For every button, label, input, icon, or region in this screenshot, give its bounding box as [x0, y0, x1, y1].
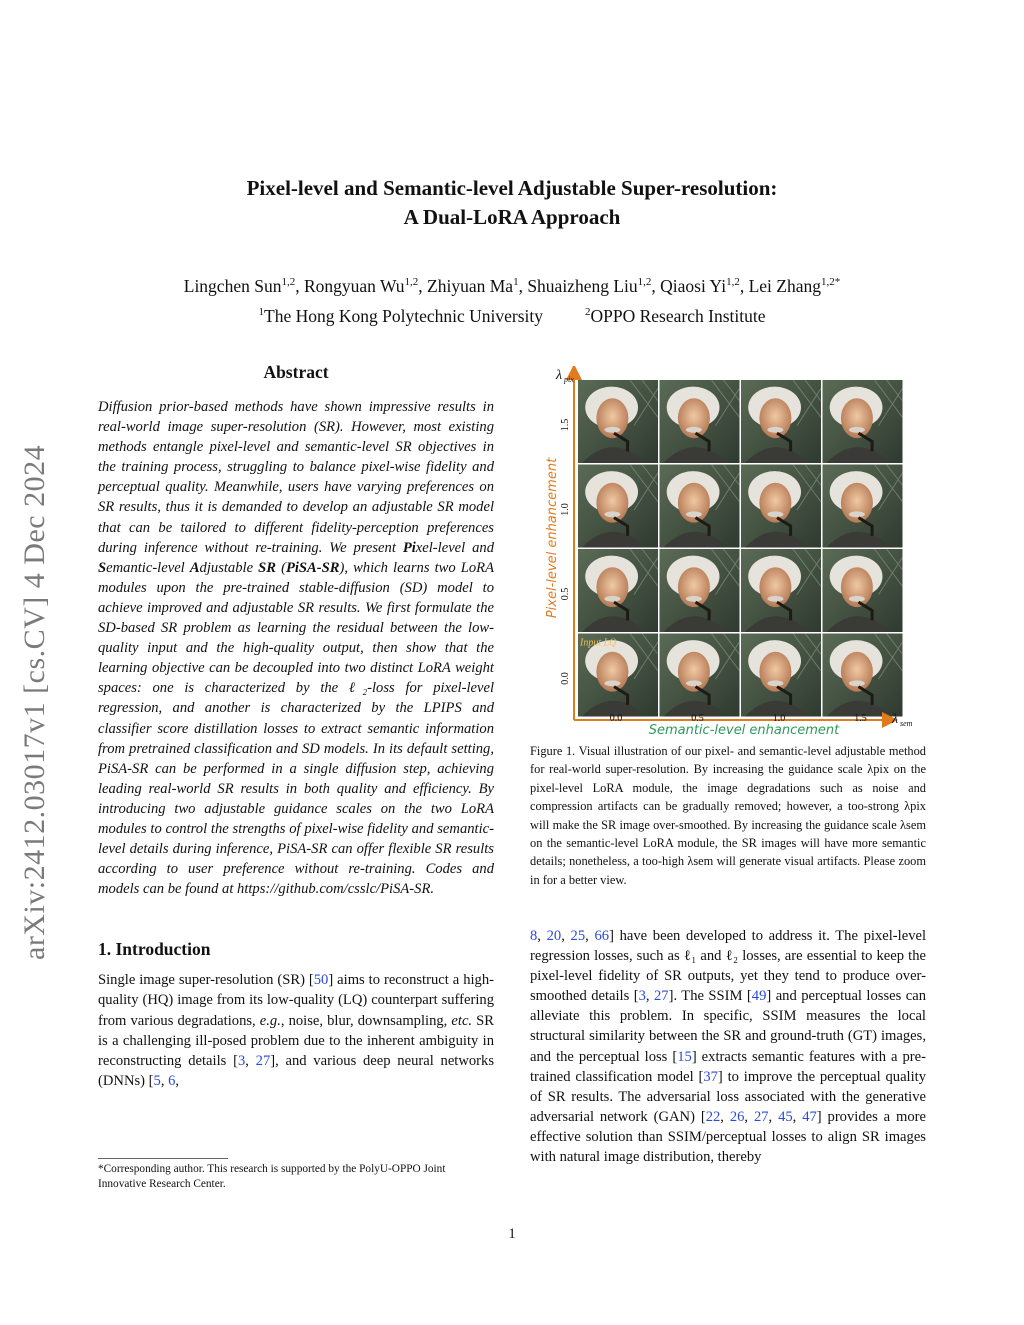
- citation-link[interactable]: 45: [778, 1108, 793, 1125]
- y-axis-symbol-sub: pix: [564, 375, 574, 384]
- x-tick-label: 1.5: [854, 713, 867, 724]
- portrait-thumbnail: [823, 634, 903, 717]
- citation-link[interactable]: 20: [546, 928, 562, 944]
- author-block: [0, 270, 1024, 328]
- y-tick-label: 0.5: [560, 587, 571, 601]
- y-tick-label: 0.0: [560, 672, 571, 685]
- portrait-thumbnail: [741, 380, 821, 463]
- affiliation-sup: 1: [258, 305, 265, 318]
- portrait-thumbnail: [823, 549, 903, 632]
- portrait-thumbnail: [660, 465, 740, 548]
- page-number: 1: [508, 1226, 516, 1242]
- y-axis-label: Pixel-level enhancement: [545, 457, 560, 619]
- portrait-thumbnail: [741, 634, 821, 717]
- affiliations: [0, 300, 1024, 328]
- y-tick-label: 1.5: [560, 418, 571, 432]
- portrait-thumbnail: [823, 465, 903, 548]
- footnote-divider: [98, 1158, 228, 1159]
- x-tick-label: 1.0: [772, 713, 786, 724]
- affiliation-name: OPPO Research Institute: [590, 305, 766, 326]
- x-axis-label: Semantic-level enhancement: [648, 723, 840, 736]
- author-name: Rongyuan Wu: [303, 275, 405, 296]
- author-sup: 1,2: [726, 276, 740, 288]
- citation-link[interactable]: 5: [153, 1072, 161, 1089]
- citation-link[interactable]: 37: [703, 1068, 718, 1085]
- author-sup: 1,2: [404, 276, 419, 288]
- y-axis-symbol: λ: [556, 368, 563, 383]
- portrait-thumbnail: [660, 549, 740, 632]
- arxiv-identifier-stamp: arXiv:2412.03017v1 [cs.CV] 4 Dec 2024: [18, 444, 51, 960]
- citation-link[interactable]: 27: [654, 988, 669, 1005]
- portrait-thumbnail: [578, 549, 658, 632]
- x-axis-symbol: λ: [892, 712, 899, 727]
- title-line-1: Pixel-level and Semantic-level Adjustable Super-resolution:: [246, 176, 778, 200]
- portrait-thumbnail: [578, 465, 658, 548]
- affiliation-name: The Hong Kong Polytechnic University: [264, 305, 543, 326]
- paper-title: [0, 174, 1024, 232]
- portrait-thumbnail: [660, 380, 740, 463]
- x-tick-label: 0.0: [609, 713, 623, 724]
- footnote: *Corresponding author. This research is supported by the PolyU-OPPO Joint Innovative Research Center.: [98, 1163, 446, 1190]
- affiliation-sup: 2: [585, 305, 591, 318]
- citation-link[interactable]: 26: [729, 1108, 745, 1125]
- citation-link[interactable]: 6: [168, 1072, 176, 1089]
- portrait-thumbnail: [823, 380, 903, 463]
- x-axis-symbol-sub: sem: [900, 719, 913, 728]
- x-tick-label: 0.5: [691, 713, 704, 724]
- citation-link[interactable]: 66: [594, 928, 610, 944]
- author-sup: 1,2: [637, 276, 652, 288]
- author-list: Lingchen Sun$^{1,2}$, Rongyuan Wu$^{1,2}$, Zhiyuan Ma$^1$, Shuaizheng Liu$^{1,2}$, Qiaosi Yi$^{1,2}$, Lei Zhang$^{1,2*}$: [183, 275, 841, 296]
- citation-link[interactable]: 49: [751, 988, 767, 1005]
- introduction-heading: 1. Introduction: [98, 939, 211, 960]
- y-tick-label: 1.0: [560, 503, 571, 516]
- author-sup: 1,2: [281, 276, 296, 288]
- author-sup: 1,2*: [821, 276, 841, 288]
- abstract-heading: Abstract: [263, 362, 329, 382]
- figure-caption: Figure 1. Visual illustration of our pixel- and semantic-level adjustable method for real-world super-resolution. By increasing the guidance scale λpix on the pixel-level LoRA module, the image degradations such as noise and compression artifacts can be gradually removed; however, a too-strong λpix will make the SR image over-smoothed. By increasing the guidance scale λsem on the semantic-level LoRA module, the SR images will have more semantic details; nonetheless, a too-high λsem will generate visual artifacts. Please zoom in for a better view.: [530, 744, 926, 887]
- portrait-thumbnail: [660, 634, 740, 717]
- author-name: Zhiyuan Ma: [427, 275, 514, 296]
- author-sup: 1: [513, 276, 519, 288]
- citation-link[interactable]: 27: [753, 1108, 769, 1125]
- figure-grid-svg: [530, 366, 926, 736]
- citation-link[interactable]: 15: [677, 1048, 692, 1065]
- citation-link[interactable]: 3: [237, 1052, 246, 1069]
- figure-1: [530, 366, 926, 736]
- author-name: Qiaosi Yi: [660, 275, 727, 296]
- portrait-thumbnail: [741, 549, 821, 632]
- citation-link[interactable]: 8: [530, 928, 538, 944]
- right-column-body: 8, 20, 25, 66] have been developed to address it. The pixel-level regression losses, such as ℓ₁ and ℓ₂ losses, are essential to keep the pixel-level fidelity of SR outputs, yet they tend to produce over-smoothed details [3, 27]. The SSIM [49] and perceptual losses can alleviate this problem. In specific, SSIM measures the local structural similarity between the SR and ground-truth (GT) images, and the perceptual loss [15] extracts semantic features with a pre-trained classification model [37] to improve the perceptual quality of SR results. The adversarial loss associated with the generative adversarial network (GAN) [22, 26, 27, 45, 47] provides a more effective solution than SSIM/perceptual losses to align SR images with natural image distribution, thereby: [530, 928, 927, 1166]
- left-column: [98, 362, 494, 1091]
- portrait-thumbnail: [578, 380, 658, 463]
- abstract-body: Diffusion prior-based methods have shown impressive results in real-world image super-resolution (SR). However, most existing methods entangle pixel-level and semantic-level SR objectives in the training process, struggling to balance pixel-wise fidelity and perceptual quality. Meanwhile, users have varying preferences on SR results, thus it is demanded to develop an adjustable SR model that can be tailored to different fidelity-perception preferences during inference without re-training. We present Pixel-level and Semantic-level Adjustable SR (PiSA-SR), which learns two LoRA modules upon the pre-trained stable-diffusion (SD) model to achieve improved and adjustable SR results. We first formulate the SD-based SR problem as learning the residual between the low-quality input and the high-quality output, then show that the learning objective can be decoupled into two distinct LoRA weight spaces: one is characterized by the ℓ₂-loss for pixel-level regression, and another is characterized by the LPIPS and classifier score distillation losses to extract semantic information from pretrained classification and SD models. In its default setting, PiSA-SR can be performed in a single diffusion step, achieving leading real-world SR results in both quality and efficiency. By introducing two adjustable guidance scales on the two LoRA modules to control the strengths of pixel-wise fidelity and semantic-level details during inference, PiSA-SR can offer flexible SR results according to user preference without re-training. Codes and models can be found at https://github.com/csslc/PiSA-SR.: [98, 399, 495, 898]
- citation-link[interactable]: 22: [705, 1108, 721, 1125]
- portrait-thumbnail: [741, 465, 821, 548]
- citation-link[interactable]: 47: [802, 1108, 817, 1125]
- introduction-body: Single image super-resolution (SR) [50] aims to reconstruct a high-quality (HQ) image from its low-quality (LQ) counterpart suffering from various degradations, e.g., noise, blur, downsampling, etc. SR is a challenging ill-posed problem due to the inherent ambiguity in reconstructing details [3, 27], and various deep neural networks (DNNs) [5, 6,: [98, 972, 495, 1089]
- citation-link[interactable]: 50: [313, 972, 329, 989]
- author-name: Lei Zhang: [748, 275, 821, 296]
- author-name: Shuaizheng Liu: [527, 275, 638, 296]
- author-name: Lingchen Sun: [183, 275, 282, 296]
- input-lq-label: Input LQ: [580, 637, 617, 649]
- citation-link[interactable]: 3: [638, 988, 646, 1005]
- citation-link[interactable]: 25: [570, 928, 586, 944]
- title-line-2: A Dual-LoRA Approach: [403, 205, 621, 229]
- citation-link[interactable]: 27: [255, 1052, 271, 1069]
